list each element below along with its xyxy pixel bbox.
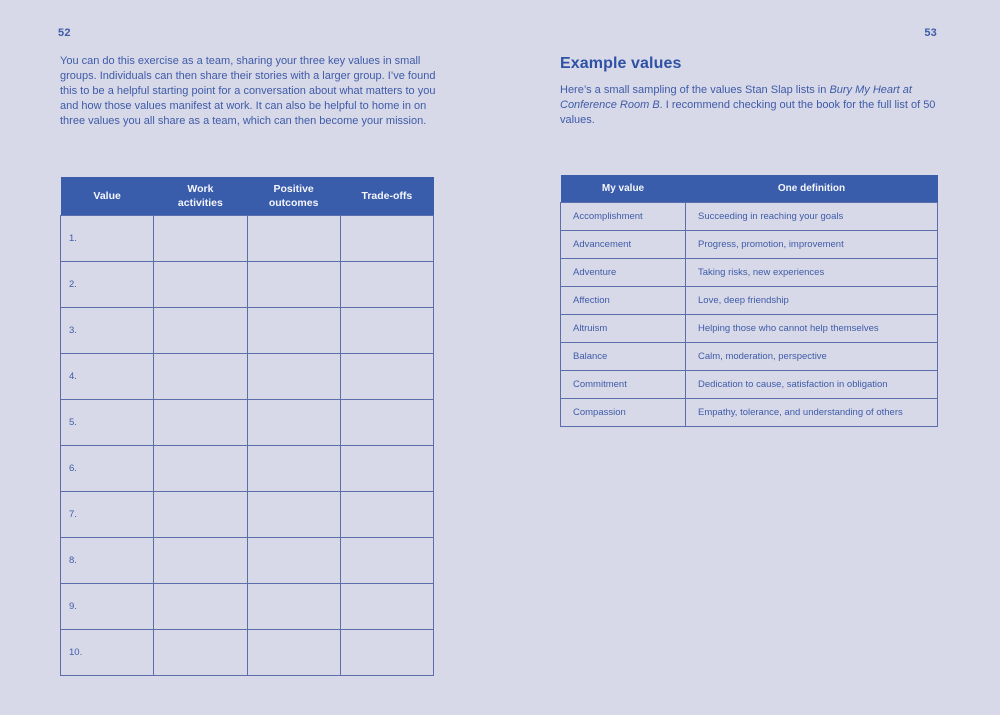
column-header-positive-outcomes: Positive outcomes (247, 177, 340, 215)
row-label: 10. (61, 629, 154, 675)
value-name: Adventure (561, 258, 686, 286)
page-number-right: 53 (924, 27, 937, 39)
row-label: 7. (61, 491, 154, 537)
example-values-table-header (561, 175, 938, 202)
value-row (561, 286, 938, 314)
worksheet-row (61, 629, 434, 675)
row-label: 6. (61, 445, 154, 491)
empty-cell (247, 629, 340, 675)
value-row (561, 230, 938, 258)
team-exercise-paragraph: You can do this exercise as a team, sharing your three key values in small groups. Individuals can then share their stories with a larger group. I’ve found this to be a helpful starting point for a conversation about what matters to you and how those values manifest at work. It can also be helpful to home in on three values you all share as a team, which can then become your mission. (60, 55, 436, 127)
value-row (561, 342, 938, 370)
value-name: Commitment (561, 370, 686, 398)
column-header-one-definition: One definition (686, 175, 938, 202)
row-label: 1. (61, 215, 154, 261)
example-values-table (560, 175, 938, 427)
value-definition: Helping those who cannot help themselves (686, 314, 938, 342)
empty-cell (154, 261, 247, 307)
value-definition: Dedication to cause, satisfaction in obligation (686, 370, 938, 398)
empty-cell (340, 353, 433, 399)
row-label: 2. (61, 261, 154, 307)
row-label: 8. (61, 537, 154, 583)
empty-cell (154, 491, 247, 537)
empty-cell (340, 307, 433, 353)
empty-cell (340, 537, 433, 583)
page-number-left: 52 (58, 27, 71, 39)
empty-cell (247, 491, 340, 537)
empty-cell (340, 399, 433, 445)
worksheet-row (61, 353, 434, 399)
value-name: Accomplishment (561, 202, 686, 230)
empty-cell (154, 215, 247, 261)
value-name: Balance (561, 342, 686, 370)
worksheet-row (61, 583, 434, 629)
intro-text-before: Here’s a small sampling of the values Stan Slap lists in (560, 84, 830, 96)
empty-cell (154, 537, 247, 583)
value-name: Affection (561, 286, 686, 314)
value-row (561, 398, 938, 426)
worksheet-row (61, 537, 434, 583)
empty-cell (154, 307, 247, 353)
worksheet-row (61, 399, 434, 445)
example-values-intro (560, 83, 940, 128)
empty-cell (154, 445, 247, 491)
worksheet-table-header (61, 177, 434, 215)
column-header-work-activities: Work activities (154, 177, 247, 215)
empty-cell (340, 445, 433, 491)
value-definition: Empathy, tolerance, and understanding of others (686, 398, 938, 426)
empty-cell (247, 537, 340, 583)
empty-cell (247, 583, 340, 629)
worksheet-row (61, 491, 434, 537)
values-worksheet-table (60, 177, 434, 676)
empty-cell (154, 629, 247, 675)
value-definition: Taking risks, new experiences (686, 258, 938, 286)
intro-text-after: . I recommend checking out the book for the full list of 50 values. (560, 99, 936, 126)
column-header-value: Value (61, 177, 154, 215)
empty-cell (154, 353, 247, 399)
worksheet-row (61, 261, 434, 307)
value-row (561, 314, 938, 342)
value-row (561, 258, 938, 286)
value-definition: Calm, moderation, perspective (686, 342, 938, 370)
empty-cell (247, 215, 340, 261)
worksheet-row (61, 307, 434, 353)
empty-cell (247, 307, 340, 353)
empty-cell (247, 445, 340, 491)
book-title: Bury My Heart at Conference Room B (560, 84, 912, 111)
row-label: 3. (61, 307, 154, 353)
value-row (561, 202, 938, 230)
value-name: Compassion (561, 398, 686, 426)
empty-cell (154, 399, 247, 445)
worksheet-row (61, 445, 434, 491)
row-label: 9. (61, 583, 154, 629)
value-name: Advancement (561, 230, 686, 258)
section-heading: Example values (560, 55, 682, 72)
empty-cell (340, 583, 433, 629)
value-row (561, 370, 938, 398)
empty-cell (247, 261, 340, 307)
empty-cell (154, 583, 247, 629)
empty-cell (340, 629, 433, 675)
row-label: 4. (61, 353, 154, 399)
empty-cell (340, 491, 433, 537)
empty-cell (247, 353, 340, 399)
value-definition: Progress, promotion, improvement (686, 230, 938, 258)
worksheet-row (61, 215, 434, 261)
empty-cell (340, 215, 433, 261)
column-header-my-value: My value (561, 175, 686, 202)
value-name: Altruism (561, 314, 686, 342)
column-header-trade-offs: Trade-offs (340, 177, 433, 215)
value-definition: Love, deep friendship (686, 286, 938, 314)
empty-cell (247, 399, 340, 445)
empty-cell (340, 261, 433, 307)
row-label: 5. (61, 399, 154, 445)
value-definition: Succeeding in reaching your goals (686, 202, 938, 230)
